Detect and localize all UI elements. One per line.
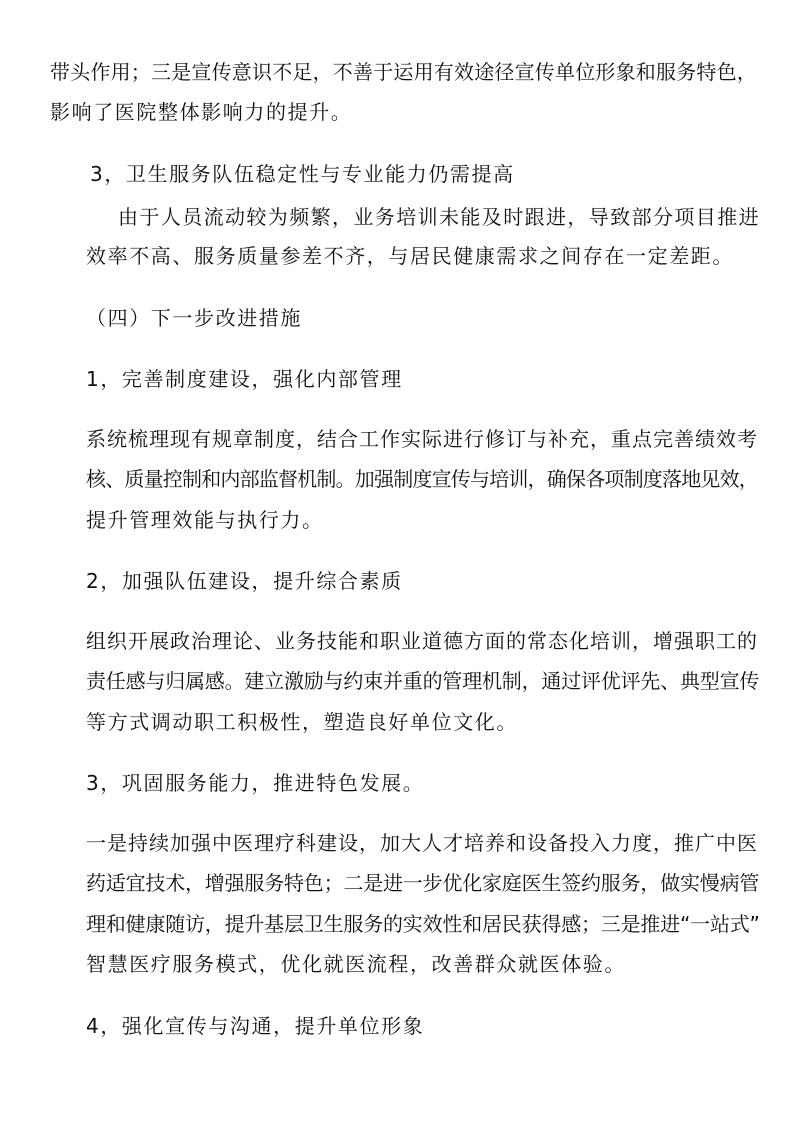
measure-3-line-2: 药适宜技术，增强服务特色；二是进一步优化家庭医生签约服务，做实慢病管 (86, 871, 760, 895)
measure-1-line-2: 核、质量控制和内部监督机制。加强制度宣传与培训，确保各项制度落地见效， (86, 467, 758, 491)
measure-2-line-2: 责任感与归属感。建立激励与约束并重的管理机制，通过评优评先、典型宣传 (86, 669, 760, 693)
measure-1-heading: 1，完善制度建设，强化内部管理 (86, 367, 403, 391)
measure-3-line-4: 智慧医疗服务模式，优化就医流程，改善群众就医体验。 (86, 952, 626, 976)
measure-4-heading: 4，强化宣传与沟通，提升单位形象 (86, 1014, 425, 1038)
issue-3-line-1: 由于人员流动较为频繁，业务培训未能及时跟进，导致部分项目推进 (118, 205, 760, 229)
carryover-line-1: 带头作用；三是宣传意识不足，不善于运用有效途径宣传单位形象和服务特色， (50, 60, 757, 84)
measure-3-heading: 3，巩固服务能力，推进特色发展。 (86, 771, 425, 795)
issue-3-heading: 3，卫生服务队伍稳定性与专业能力仍需提高 (90, 162, 515, 186)
section-4-heading: （四）下一步改进措施 (86, 306, 302, 330)
measure-2-line-1: 组织开展政治理论、业务技能和职业道德方面的常态化培训，增强职工的 (86, 629, 758, 653)
measure-2-heading: 2，加强队伍建设，提升综合素质 (86, 569, 403, 593)
measure-1-line-1: 系统梳理现有规章制度，结合工作实际进行修订与补充，重点完善绩效考 (86, 427, 758, 451)
measure-3-line-3: 理和健康随访，提升基层卫生服务的实效性和居民获得感；三是推进“一站式” (86, 912, 760, 936)
carryover-line-2: 影响了医院整体影响力的提升。 (50, 100, 353, 124)
measure-1-line-3: 提升管理效能与执行力。 (86, 508, 324, 532)
measure-2-line-3: 等方式调动职工积极性，塑造良好单位文化。 (86, 710, 518, 734)
issue-3-line-2: 效率不高、服务质量参差不齐，与居民健康需求之间存在一定差距。 (86, 244, 734, 268)
measure-3-line-1: 一是持续加强中医理疗科建设，加大人才培养和设备投入力度，推广中医 (86, 831, 758, 855)
